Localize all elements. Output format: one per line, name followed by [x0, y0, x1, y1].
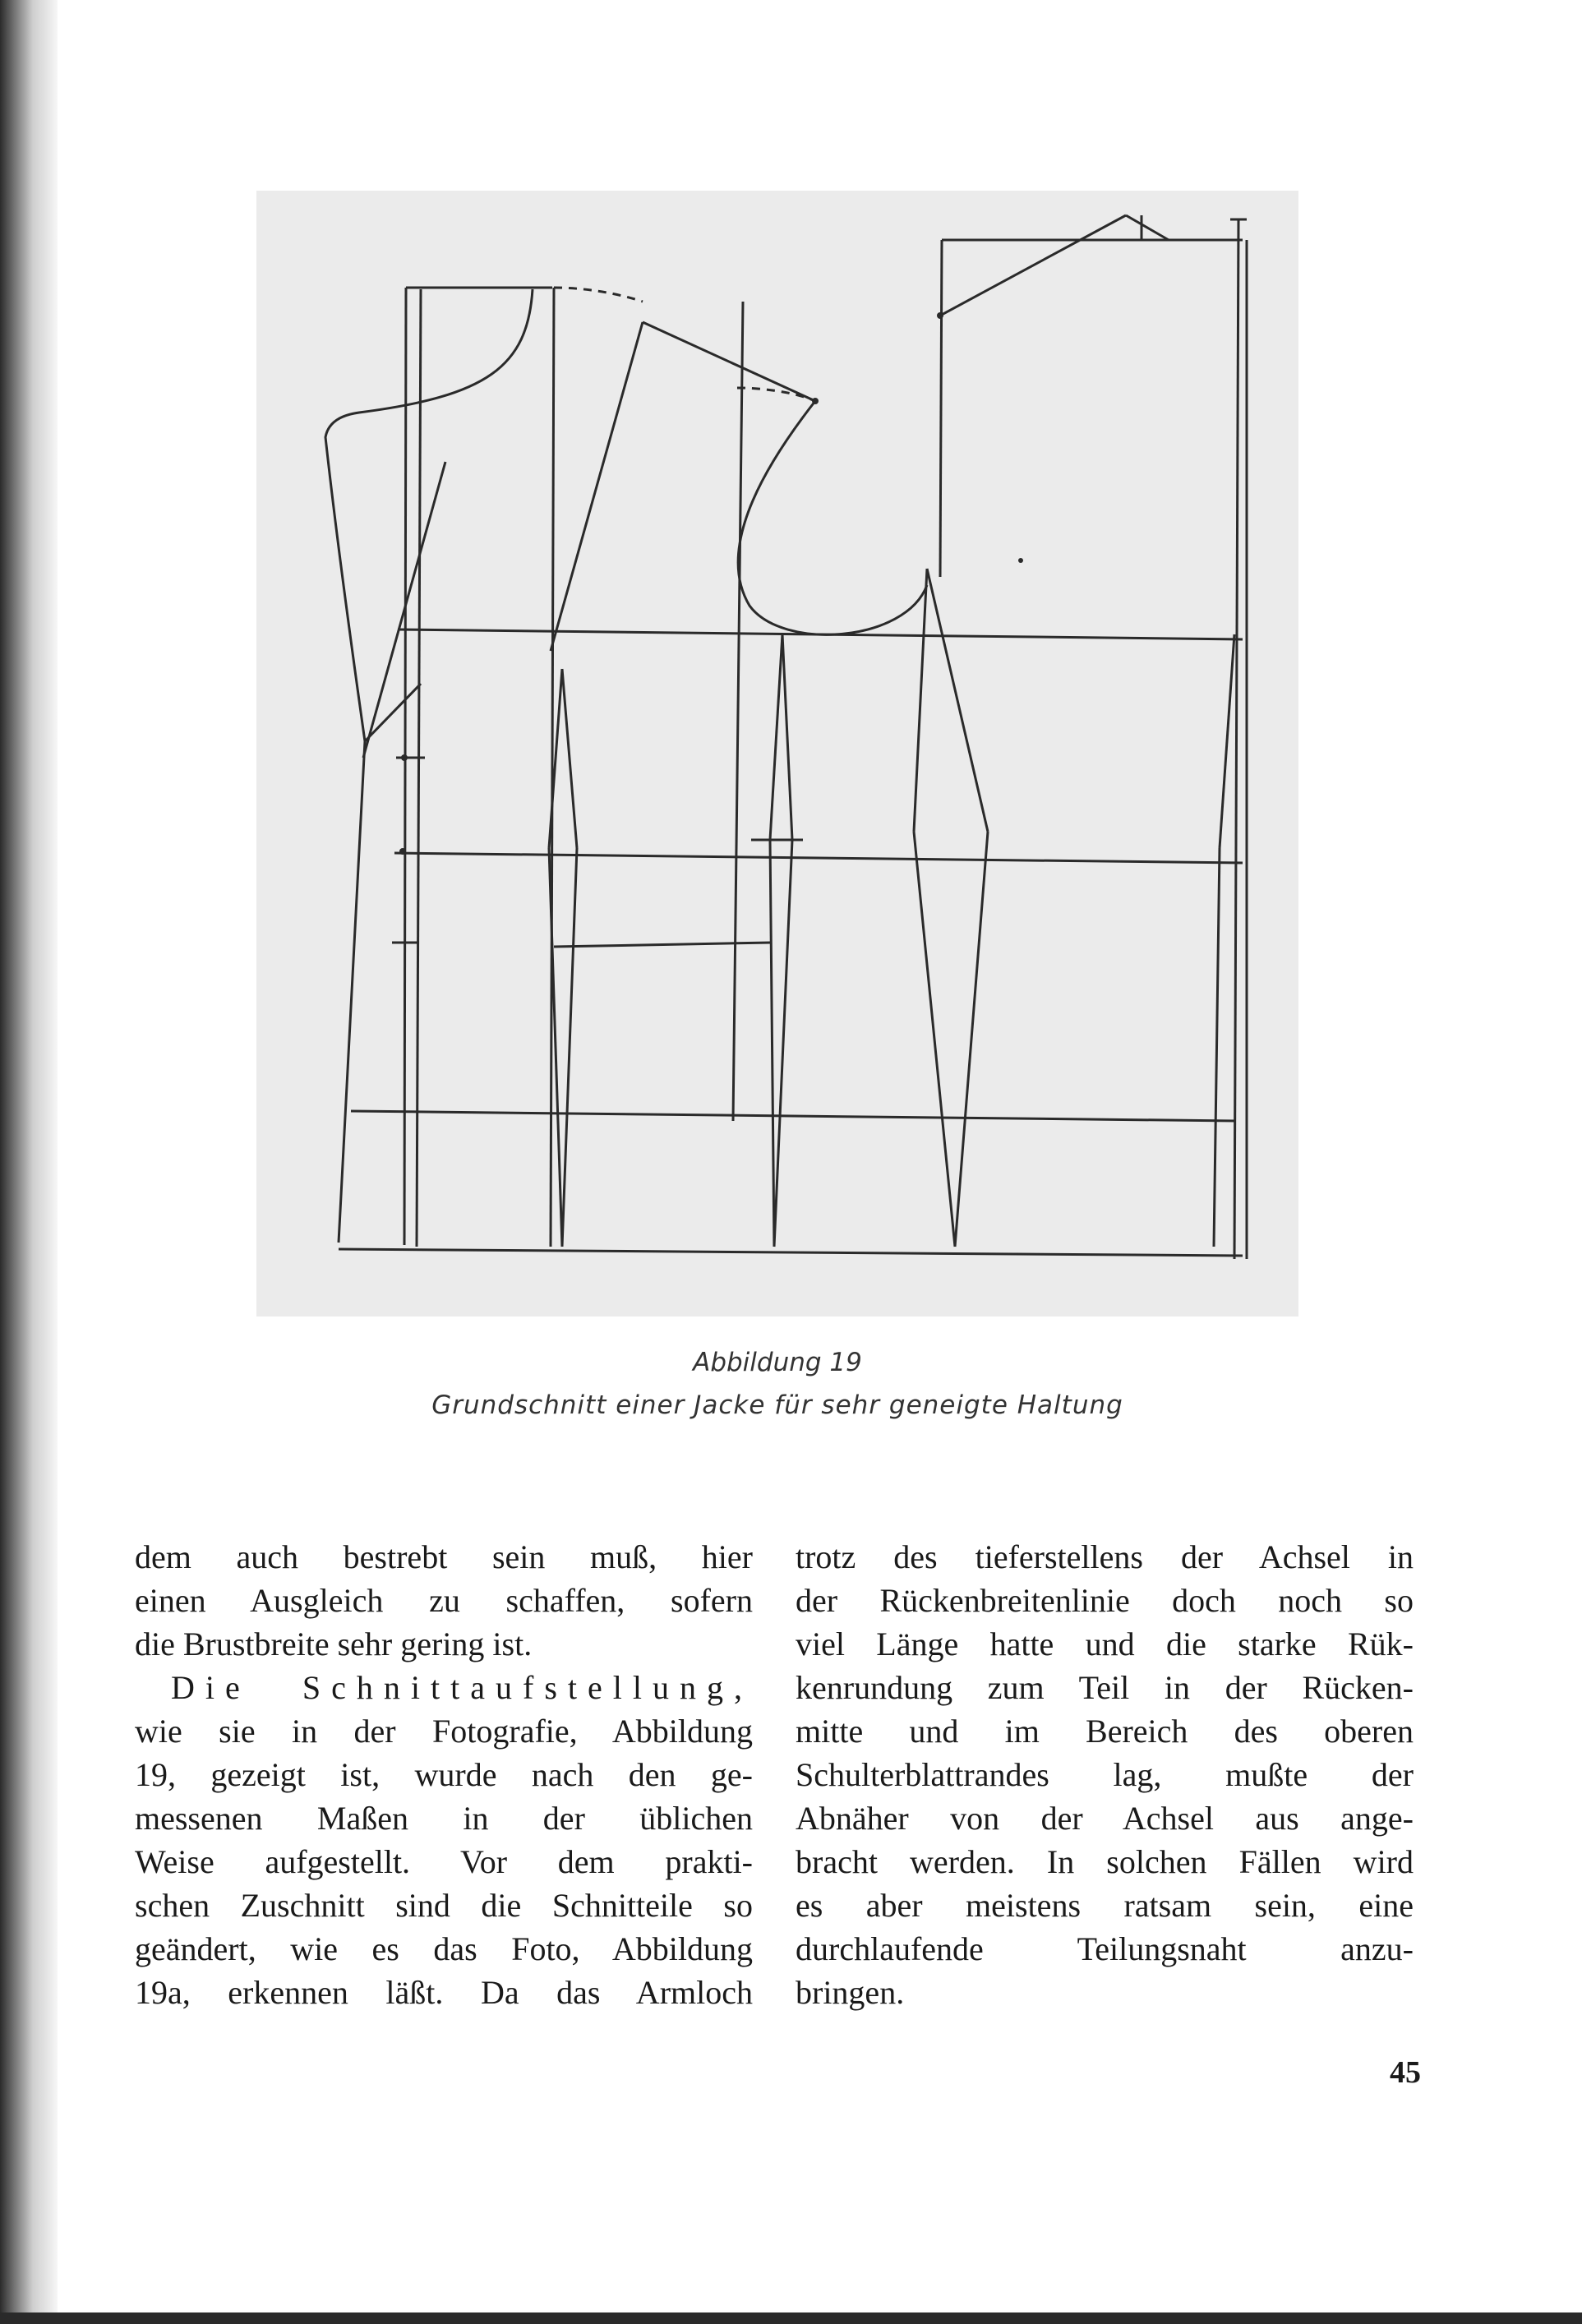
text-line: trotz des tieferstellens der Achsel in — [796, 1538, 1414, 1575]
figure-title: Abbildung 19 — [693, 1348, 862, 1377]
text-line: durchlaufende Teilungsnaht anzu- — [796, 1930, 1414, 1967]
text-line: es aber meistens ratsam sein, eine — [796, 1887, 1414, 1924]
hem-line — [339, 1249, 1243, 1256]
figure-subtitle: Grundschnitt einer Jacke für sehr geneigte Haltung — [431, 1390, 1123, 1420]
text-line: Weise aufgestellt. Vor dem prakti- — [135, 1843, 753, 1880]
text-line: messenen Maßen in der üblichen — [135, 1800, 753, 1837]
text-column-left — [135, 1535, 753, 2014]
text-line: die Brustbreite sehr gering ist. — [135, 1625, 533, 1662]
hip-line — [351, 1111, 1236, 1121]
text-line: bringen. — [796, 1974, 905, 2011]
text-line: mitte und im Bereich des oberen — [796, 1713, 1414, 1750]
text-line: kenrundung zum Teil in der Rücken- — [796, 1669, 1414, 1706]
page-number: 45 — [1390, 2055, 1421, 2090]
pattern-figure — [256, 191, 1298, 1316]
text-line-spaced-heading: Die Schnittaufstellung, — [171, 1669, 753, 1706]
waist-line — [394, 853, 1243, 863]
text-line: geändert, wie es das Foto, Abbildung — [135, 1930, 753, 1967]
text-line: wie sie in der Fotografie, Abbildung — [135, 1713, 753, 1750]
text-line: 19a, erkennen läßt. Da das Armloch — [135, 1974, 753, 2011]
text-line: Schulterblattrandes lag, mußte der — [796, 1756, 1414, 1793]
text-line: schen Zuschnitt sind die Schnitteile so — [135, 1887, 753, 1924]
text-line: einen Ausgleich zu schaffen, sofern — [135, 1582, 753, 1619]
text-line: dem auch bestrebt sein muß, hier — [135, 1538, 753, 1575]
text-line: viel Länge hatte und die starke Rük- — [796, 1625, 1414, 1662]
text-line: 19, gezeigt ist, wurde nach den ge- — [135, 1756, 753, 1793]
jacket-pattern-drawing — [256, 191, 1298, 1316]
text-line: der Rückenbreitenlinie doch noch so — [796, 1582, 1414, 1619]
page-bottom-edge — [0, 2312, 1582, 2324]
text-line: bracht werden. In solchen Fällen wird — [796, 1843, 1414, 1880]
text-line: Abnäher von der Achsel aus ange- — [796, 1800, 1414, 1837]
text-column-right — [796, 1535, 1414, 2014]
page-binding-shadow — [0, 0, 58, 2324]
